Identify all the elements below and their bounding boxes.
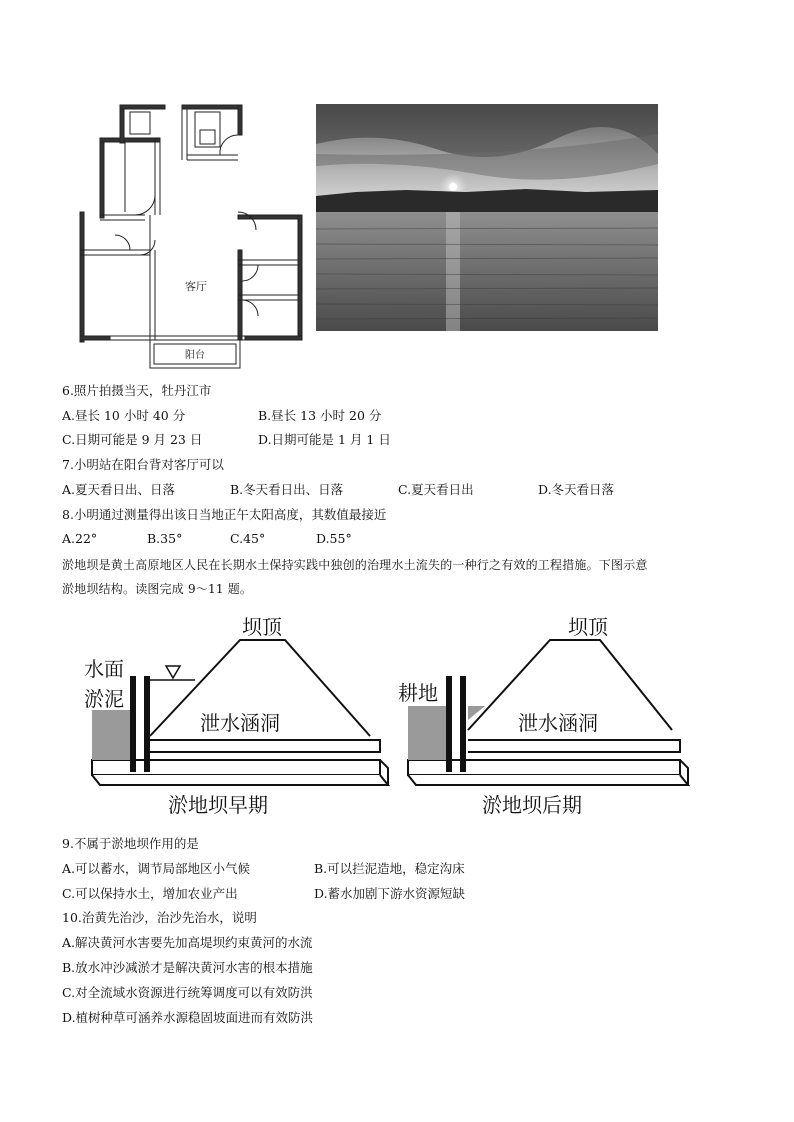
q6-option-d[interactable]: D.日期可能是 1 月 1 日 xyxy=(258,432,391,447)
living-room-label: 客厅 xyxy=(185,280,207,293)
early-silt-label: 淤泥 xyxy=(84,687,124,711)
balcony-label: 阳台 xyxy=(185,350,205,361)
q7-option-b[interactable]: B.冬天看日出、日落 xyxy=(230,482,344,497)
floor-plan-figure xyxy=(70,100,310,375)
q10-option-d[interactable]: D.植树种草可涵养水源稳固坡面进而有效防洪 xyxy=(62,1010,314,1025)
q6-option-c[interactable]: C.日期可能是 9 月 23 日 xyxy=(62,432,203,447)
late-top-label: 坝顶 xyxy=(568,615,608,639)
q7-option-d[interactable]: D.冬天看日落 xyxy=(538,482,615,497)
q7-option-a[interactable]: A.夏天看日出、日落 xyxy=(62,482,176,497)
check-dam-diagram xyxy=(80,610,700,820)
early-water-label: 水面 xyxy=(84,657,124,681)
q9-option-b[interactable]: B.可以拦泥造地，稳定沟床 xyxy=(314,861,465,876)
sunset-lake-photo xyxy=(316,104,658,331)
q9-option-c[interactable]: C.可以保持水土，增加农业产出 xyxy=(62,886,238,901)
q10-option-b[interactable]: B.放水冲沙减淤才是解决黄河水害的根本措施 xyxy=(62,960,313,975)
q8-stem: 8.小明通过测量得出该日当地正午太阳高度，其数值最接近 xyxy=(62,507,387,522)
q9-option-d[interactable]: D.蓄水加剧下游水资源短缺 xyxy=(314,886,466,901)
q7-option-c[interactable]: C.夏天看日出 xyxy=(398,482,474,497)
early-top-label: 坝顶 xyxy=(242,615,282,639)
q8-option-c[interactable]: C.45° xyxy=(230,531,266,546)
passage-line-1: 淤地坝是黄土高原地区人民在长期水土保持实践中独创的治理水土流失的一种行之有效的工程措施。下图示意 xyxy=(62,558,648,572)
passage-line-2: 淤地坝结构。读图完成 9～11 题。 xyxy=(62,582,253,596)
q7-stem: 7.小明站在阳台背对客厅可以 xyxy=(62,457,224,472)
q9-option-a[interactable]: A.可以蓄水，调节局部地区小气候 xyxy=(62,861,251,876)
q6-option-b[interactable]: B.昼长 13 小时 20 分 xyxy=(258,408,382,423)
early-caption: 淤地坝早期 xyxy=(168,793,268,817)
q10-stem: 10.治黄先治沙，治沙先治水，说明 xyxy=(62,910,257,925)
late-caption: 淤地坝后期 xyxy=(482,793,582,817)
q10-option-c[interactable]: C.对全流域水资源进行统筹调度可以有效防洪 xyxy=(62,985,313,1000)
q6-option-a[interactable]: A.昼长 10 小时 40 分 xyxy=(62,408,186,423)
late-farmland-label: 耕地 xyxy=(398,681,438,705)
late-culvert-label: 泄水涵洞 xyxy=(518,711,598,735)
early-culvert-label: 泄水涵洞 xyxy=(200,711,280,735)
q9-stem: 9.不属于淤地坝作用的是 xyxy=(62,836,199,851)
q8-option-a[interactable]: A.22° xyxy=(62,531,98,546)
q6-stem: 6.照片拍摄当天，牡丹江市 xyxy=(62,383,212,398)
q10-option-a[interactable]: A.解决黄河水害要先加高堤坝约束黄河的水流 xyxy=(62,935,313,950)
q8-option-b[interactable]: B.35° xyxy=(147,531,183,546)
passage-intro xyxy=(62,553,742,601)
q8-option-d[interactable]: D.55° xyxy=(316,531,352,546)
